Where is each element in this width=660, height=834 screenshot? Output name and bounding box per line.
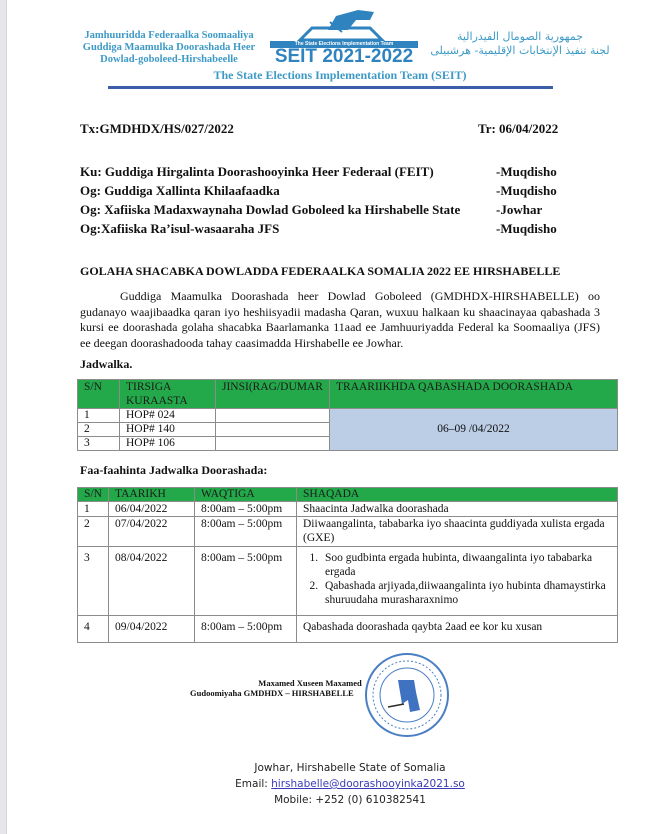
column-header: WAQTIGA [195, 488, 297, 502]
cell-time: 8:00am – 5:00pm [195, 502, 297, 517]
cell-date: 07/04/2022 [109, 517, 195, 547]
cell-gender [216, 409, 330, 423]
details-table [77, 487, 618, 643]
letterhead-line: Jamhuuridda Federaalka Soomaaliya [84, 30, 254, 41]
column-header: S/N [78, 380, 120, 409]
recipient-location: -Jowhar [496, 202, 543, 217]
table-row [78, 547, 618, 616]
logo-banner: The State Elections Implementation Team [270, 41, 418, 48]
table-row [78, 502, 618, 517]
email-label: Email: [235, 778, 272, 790]
cell-task: Shaacinta Jadwalka doorashada [297, 502, 618, 517]
recipient-location: -Muqdisho [496, 183, 557, 198]
recipient-row [80, 221, 600, 240]
letterhead-line: Guddiga Maamulka Doorashada Heer [82, 42, 256, 53]
recipient-name: Og: Xafiiska Madaxwaynaha Dowlad Goboleed ka Hirshabelle State [80, 202, 461, 217]
signatory-title: Gudoomiyaha GMDHDX – HIRSHABELLE [190, 688, 354, 698]
reference-number: Tx:GMDHDX/HS/027/2022 [80, 121, 234, 136]
cell-sn: 1 [78, 502, 109, 517]
cell-seat: HOP# 140 [120, 423, 216, 437]
footer-contact [180, 760, 520, 808]
column-header: JINSI(RAG/DUMAR [216, 380, 330, 409]
cell-task: Diiwaangalinta, tababarka iyo shaacinta guddiyada xulista ergada (GXE) [297, 517, 618, 547]
cell-date-range: 06–09 /04/2022 [330, 409, 618, 451]
cell-task [297, 547, 618, 616]
column-header: TAARIKH [109, 488, 195, 502]
letterhead-divider [108, 86, 553, 89]
email-link[interactable]: hirshabelle@doorashooyinka2021.so [271, 778, 465, 790]
table-row [78, 517, 618, 547]
cell-date: 09/04/2022 [109, 616, 195, 643]
cell-date: 06/04/2022 [109, 502, 195, 517]
page-edge [0, 0, 7, 834]
cell-time: 8:00am – 5:00pm [195, 547, 297, 616]
cell-gender [216, 437, 330, 451]
table-row [78, 616, 618, 643]
footer-address: Jowhar, Hirshabelle State of Somalia [254, 762, 446, 774]
letterhead-line: جمهورية الصومال الفيدرالية [456, 30, 584, 43]
cell-date: 08/04/2022 [109, 547, 195, 616]
footer-mobile: Mobile: +252 (0) 610382541 [274, 794, 426, 806]
table-header-row [78, 380, 618, 409]
recipient-location: -Muqdisho [496, 221, 557, 236]
schedule-label: Jadwalka. [80, 357, 133, 371]
cell-sn: 2 [78, 517, 109, 547]
cell-seat: HOP# 024 [120, 409, 216, 423]
letterhead-line: Dowlad-goboleed-Hirshabeelle [100, 54, 238, 65]
recipient-location: -Muqdisho [496, 164, 557, 179]
cell-time: 8:00am – 5:00pm [195, 616, 297, 643]
cell-task: Qabashada doorashada qaybta 2aad ee kor ku xusan [297, 616, 618, 643]
table-header-row [78, 488, 618, 502]
document-heading: GOLAHA SHACABKA DOWLADDA FEDERAALKA SOMALIA 2022 EE HIRSHABELLE [80, 264, 561, 278]
cell-gender [216, 423, 330, 437]
column-header: SHAQADA [297, 488, 618, 502]
recipient-row [80, 202, 600, 221]
recipient-name: Og: Guddiga Xallinta Khilaafaadka [80, 183, 280, 198]
column-header: TRAARIIKHDA QABASHADA DOORASHADA [330, 380, 618, 409]
cell-sn: 4 [78, 616, 109, 643]
cell-seat: HOP# 106 [120, 437, 216, 451]
cell-time: 8:00am – 5:00pm [195, 517, 297, 547]
cell-sn: 3 [78, 547, 109, 616]
task-item: 2. Qabashada arjiyada,diiwaangalinta iyo hubinta dhamaystirka shuruudaha murasharaxnimo [321, 579, 611, 607]
ballot-hand-icon [270, 8, 418, 42]
cell-sn: 3 [78, 437, 120, 451]
recipient-name: Ku: Guddiga Hirgalinta Doorashooyinka Heer Federaal (FEIT) [80, 164, 434, 179]
cell-sn: 2 [78, 423, 120, 437]
recipients-list [80, 164, 600, 240]
signatory-name: Maxamed Xuseen Maxamed [258, 678, 362, 688]
recipient-name: Og:Xafiiska Ra’isul-wasaaraha JFS [80, 221, 280, 236]
logo-title: SEIT 2021-2022 [274, 46, 414, 67]
task-item: 1. Soo gudbinta ergada hubinta, diwaangalinta iyo tababarka ergada [321, 551, 611, 579]
letterhead-somali [74, 30, 264, 66]
official-stamp-icon [364, 652, 450, 738]
schedule-table [77, 379, 618, 451]
column-header: S/N [78, 488, 109, 502]
reference-date: Tr: 06/04/2022 [478, 121, 559, 136]
details-label: Faa-faahinta Jadwalka Doorashada: [80, 463, 268, 477]
task-list [303, 551, 611, 607]
body-paragraph: Guddiga Maamulka Doorashada heer Dowlad Goboleed (GMDHDX-HIRSHABELLE) oo gudanayo waajibaadka qaran iyo heshiisyadii madasha Qaran, wuxuu halkaan ku shaacinayaa qabashada 3 kursi ee doorashada golaha shacabka Baarlamanka 11aad ee Jamhuuriyadda Federal ka Soomaaliya (JFS) ee deegan doorashadooda tahay caasimadda Hirshabelle ee Jowhar. [80, 289, 600, 350]
recipient-row [80, 183, 600, 202]
letterhead-line: لجنة تنفيذ الإنتخابات الإقليمية- هرشبيلى [430, 44, 610, 57]
column-header: TIRSIGA KURAASTA [120, 380, 216, 409]
letterhead-subtitle: The State Elections Implementation Team (SEIT) [213, 68, 467, 82]
footer-email-line [180, 776, 520, 792]
letterhead-arabic [420, 30, 620, 58]
seit-logo [270, 8, 418, 67]
recipient-row [80, 164, 600, 183]
cell-sn: 1 [78, 409, 120, 423]
table-row [78, 409, 618, 423]
